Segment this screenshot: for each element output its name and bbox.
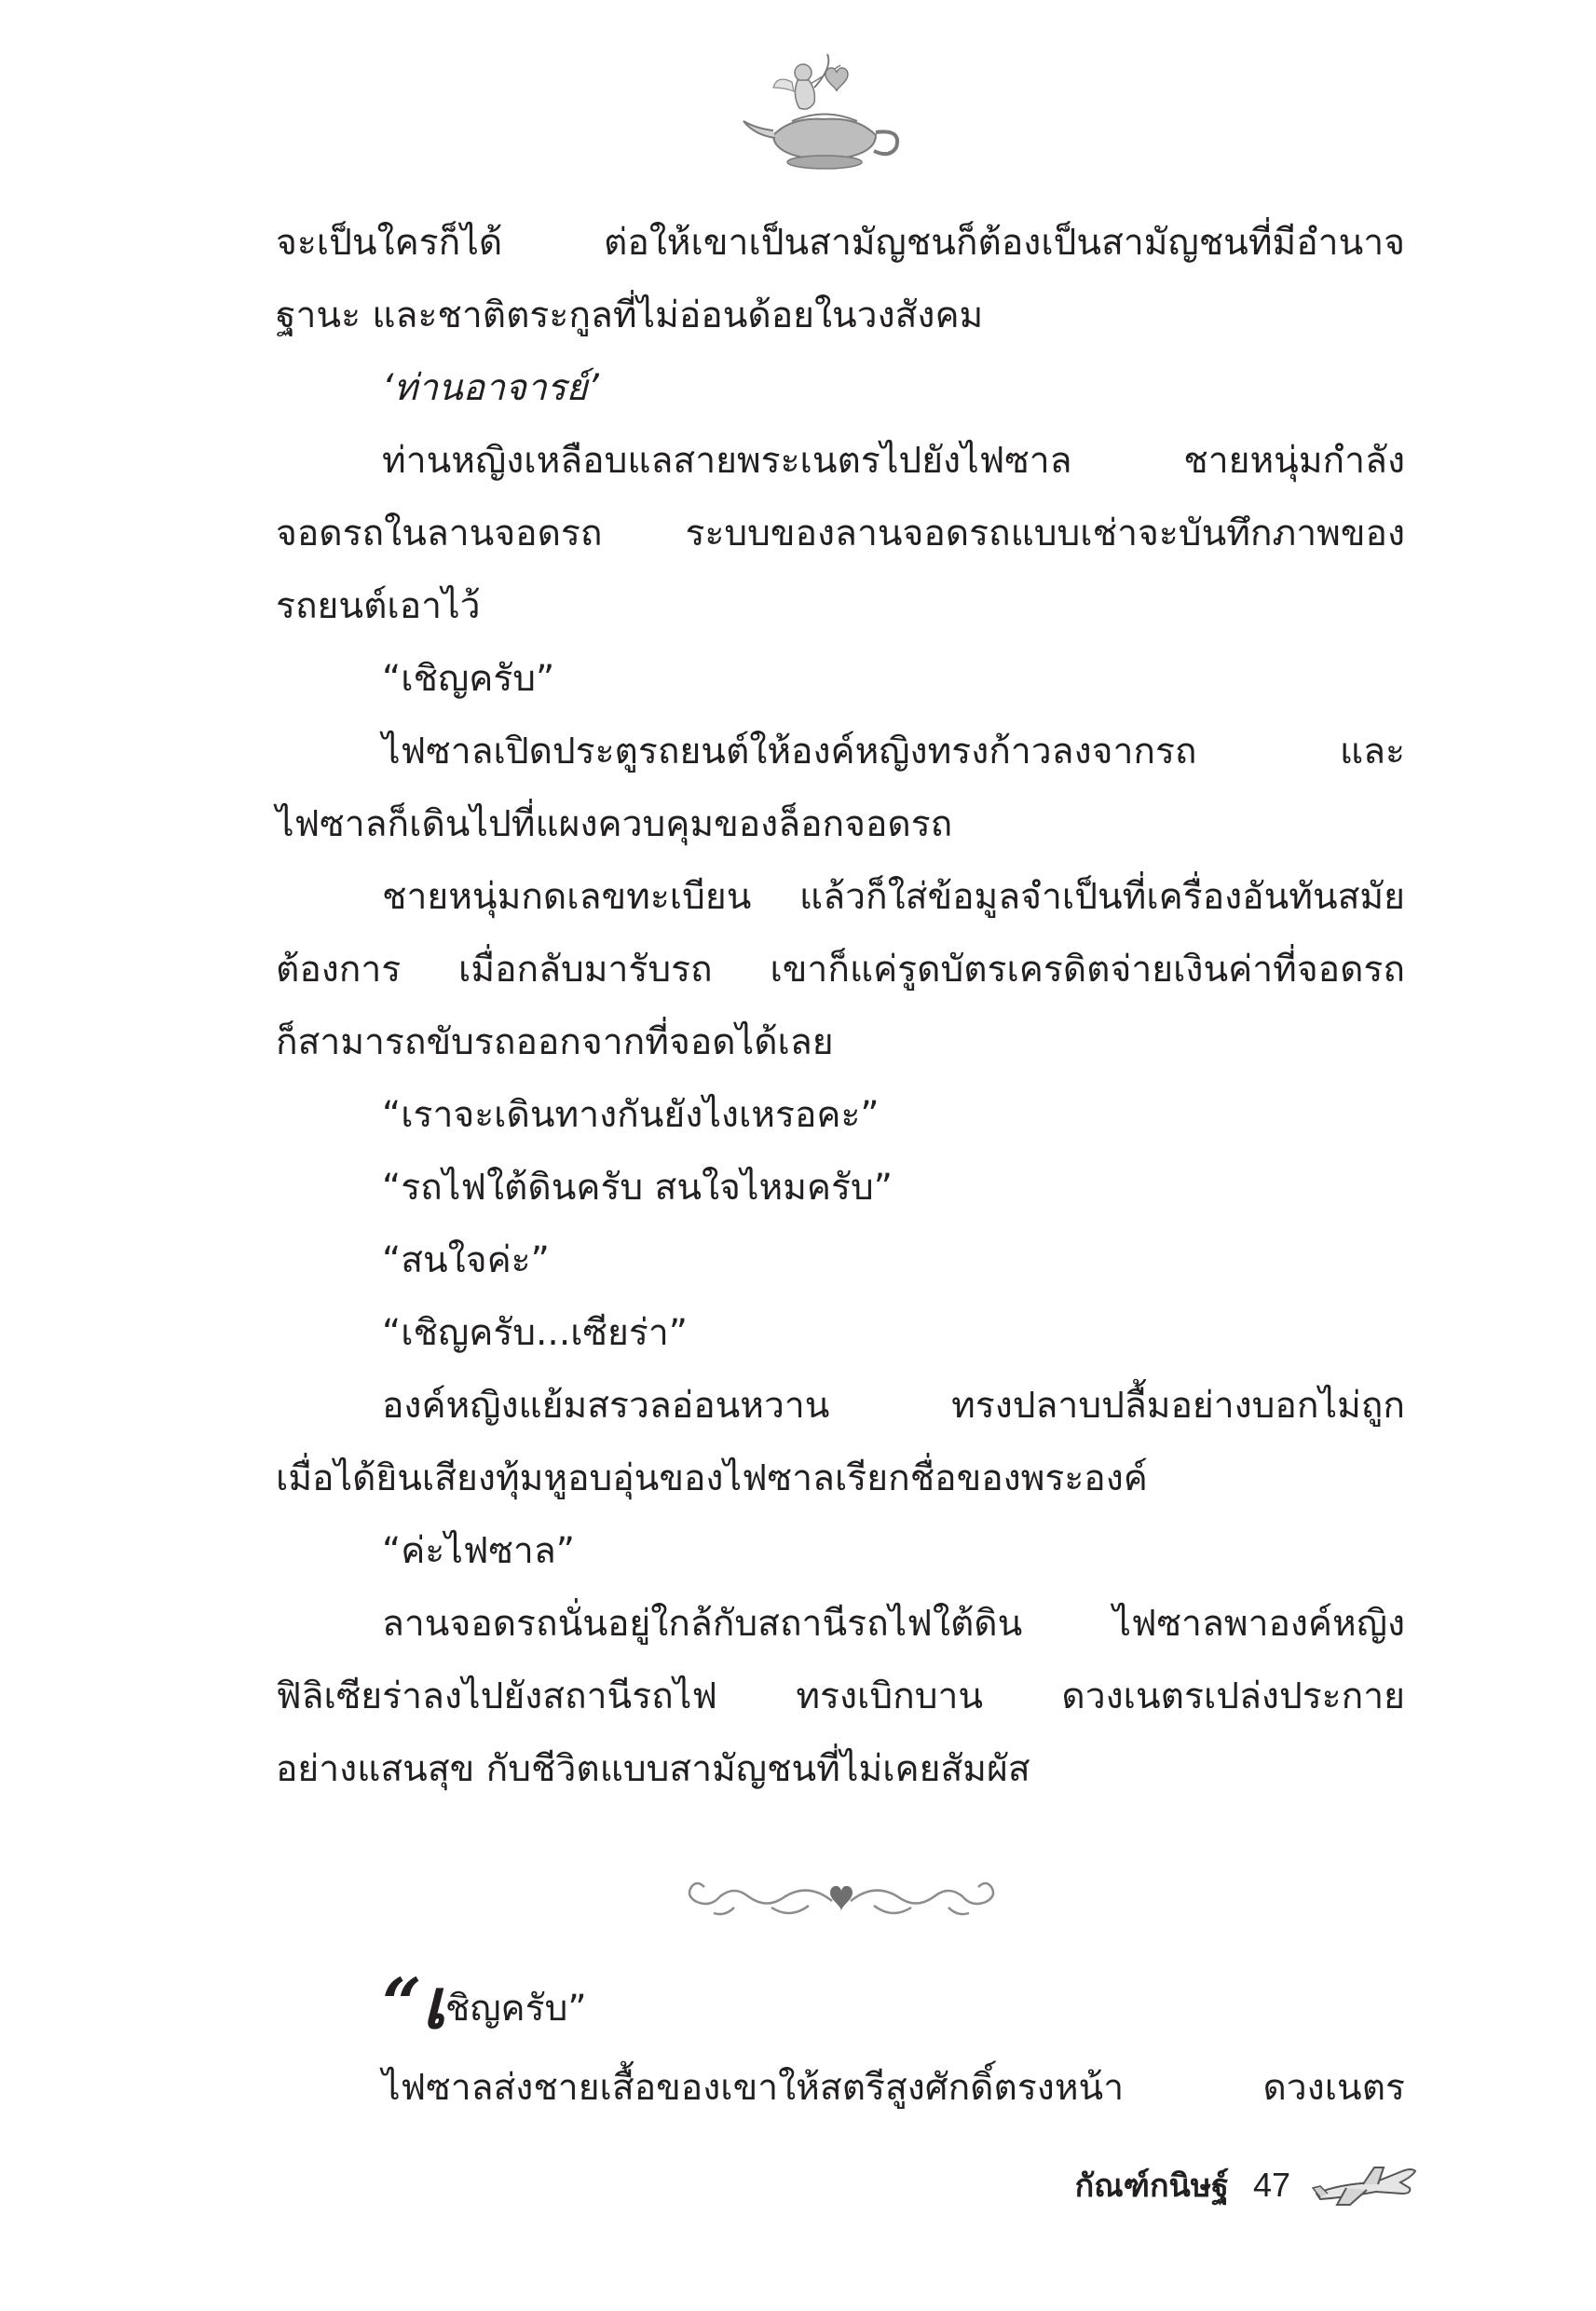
- text-line: “ค่ะไฟซาล”: [382, 1530, 575, 1572]
- text-line: ลานจอดรถนั่นอยู่ใกล้กับสถานีรถไฟใต้ดิน ไฟซาลพาองค์หญิง: [382, 1603, 1405, 1645]
- text-line: ไฟซาลเปิดประตูรถยนต์ให้องค์หญิงทรงก้าวลงจากรถ และ: [382, 731, 1405, 773]
- text-line: ‘ท่านอาจารย์’: [382, 367, 599, 409]
- section-two-line: ไฟซาลส่งชายเสื้อของเขาให้สตรีสูงศักดิ์ตรงหน้า ดวงเนตร: [382, 2067, 1405, 2109]
- section-two: [276, 1964, 1405, 2125]
- page-number: 47: [1252, 2166, 1290, 2204]
- text-line: จะเป็นใครก็ได้ ต่อให้เขาเป็นสามัญชนก็ต้องเป็นสามัญชนที่มีอำนาจ: [276, 222, 1405, 264]
- text-line: อย่างแสนสุข กับชีวิตแบบสามัญชนที่ไม่เคยสัมผัส: [276, 1748, 1030, 1790]
- text-line: “เราจะเดินทางกันยังไงเหรอคะ”: [382, 1094, 880, 1136]
- text-line: “รถไฟใต้ดินครับ สนใจไหมครับ”: [382, 1167, 893, 1209]
- text-line: “เชิญครับ...เซียร่า”: [382, 1312, 688, 1354]
- text-line: ก็สามารถขับรถออกจากที่จอดได้เลย: [276, 1021, 834, 1063]
- text-line: องค์หญิงแย้มสรวลอ่อนหวาน ทรงปลาบปลื้มอย่างบอกไม่ถูก: [382, 1385, 1405, 1427]
- swirl-heart-divider-icon: [669, 1868, 1014, 1934]
- drop-cap: “เ: [382, 1964, 445, 2044]
- page-footer: [1075, 2153, 1421, 2218]
- body-text: [276, 207, 1405, 1806]
- text-line: ฟิลิเซียร่าลงไปยังสถานีรถไฟ ทรงเบิกบาน ดวงเนตรเปล่งประกาย: [276, 1675, 1405, 1717]
- text-line: ไฟซาลก็เดินไปที่แผงควบคุมของล็อกจอดรถ: [276, 803, 953, 845]
- text-line: รถยนต์เอาไว้: [276, 585, 481, 627]
- dropcap-line-rest: ชิญครับ”: [444, 1988, 587, 2030]
- dropcap-paragraph-line: [276, 1964, 1405, 2052]
- cupid-teapot-ornament-icon: [736, 47, 913, 177]
- text-line: ฐานะ และชาติตระกูลที่ไม่อ่อนด้อยในวงสังคม: [276, 294, 984, 336]
- text-line: ชายหนุ่มกดเลขทะเบียน แล้วก็ใส่ข้อมูลจำเป็นที่เครื่องอันทันสมัย: [382, 876, 1405, 918]
- text-line: “เชิญครับ”: [382, 658, 555, 700]
- book-title: กัณฑ์กนิษฐ์: [1074, 2167, 1229, 2205]
- text-line: ท่านหญิงเหลือบแลสายพระเนตรไปยังไฟซาล ชายหนุ่มกำลัง: [382, 440, 1405, 482]
- text-line: จอดรถในลานจอดรถ ระบบของลานจอดรถแบบเช่าจะบันทึกภาพของ: [276, 513, 1405, 554]
- airplane-icon: [1309, 2156, 1421, 2214]
- text-line: “สนใจค่ะ”: [382, 1239, 550, 1281]
- text-line: ต้องการ เมื่อกลับมารับรถ เขาก็แค่รูดบัตรเครดิตจ่ายเงินค่าที่จอดรถ: [276, 949, 1405, 991]
- text-line: เมื่อได้ยินเสียงทุ้มหูอบอุ่นของไฟซาลเรียกชื่อของพระองค์: [276, 1457, 1148, 1499]
